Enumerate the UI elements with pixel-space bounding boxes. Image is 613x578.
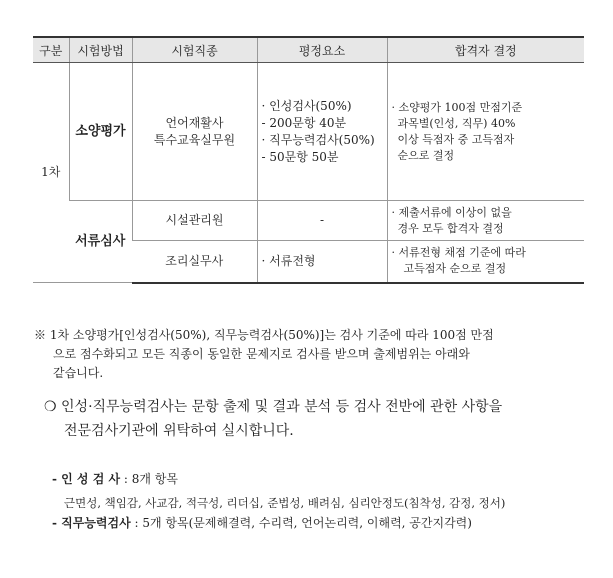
method-documents: 서류심사 xyxy=(69,201,132,283)
bullet-text: 인성·직무능력검사는 문항 출제 및 결과 분석 등 검사 전반에 관한 사항을 xyxy=(61,399,503,415)
decision-line: · 서류전형 채점 기준에 따라 xyxy=(391,246,526,260)
decision-line: 이상 득점자 중 고득점자 xyxy=(397,132,515,146)
note-line: 으로 점수화되고 모든 직종이 동일한 문제지로 검사를 받으며 출제범위는 아래와 xyxy=(53,347,470,361)
job-line: 특수교육실무원 xyxy=(153,132,236,147)
header-category: 구분 xyxy=(33,37,69,63)
method-aptitude: 소양평가 xyxy=(69,63,132,201)
element-line: - 200문항 40분 xyxy=(261,115,347,130)
element-line: - 50문항 50분 xyxy=(261,149,339,164)
decision-line: · 소양평가 100점 만점기준 xyxy=(391,100,523,114)
table-row xyxy=(33,63,584,201)
element-cook: · 서류전형 xyxy=(257,241,387,283)
bullet-line: 전문검사기관에 위탁하여 실시합니다. xyxy=(64,423,294,439)
job-cook: 조리실무사 xyxy=(132,241,257,283)
element-line: · 직무능력검사(50%) xyxy=(261,132,375,147)
decision-cook xyxy=(387,241,584,283)
bullet-line xyxy=(44,395,594,419)
decision-line: 과목별(인성, 직무) 40% xyxy=(397,116,516,130)
header-elements: 평정요소 xyxy=(257,37,387,63)
element-line: · 인성검사(50%) xyxy=(261,98,352,113)
note-text: 1차 소양평가[인성검사(50%), 직무능력검사(50%)]는 검사 기준에 따라 100점 만점 xyxy=(49,328,494,342)
decision-line: 경우 모두 합격자 결정 xyxy=(397,221,504,235)
circle-bullet-icon: ❍ xyxy=(44,399,57,415)
note-symbol: ※ xyxy=(34,328,47,342)
ability-label: - 직무능력검사 xyxy=(52,516,131,530)
decision-line: 고득점자 순으로 결정 xyxy=(403,262,507,276)
note-line: 같습니다. xyxy=(53,366,104,380)
table-header-row xyxy=(33,37,584,63)
decision-facility xyxy=(387,201,584,241)
personality-list: 근면성, 책임감, 사교감, 적극성, 리더십, 준법성, 배려심, 심리안정도(침착성, 감정, 정서) xyxy=(64,496,506,510)
decision-line: 순으로 결정 xyxy=(397,148,455,162)
note-block xyxy=(34,326,594,383)
ability-desc: : 5개 항목(문제해결력, 수리력, 언어논리력, 이해력, 공간지각력) xyxy=(130,516,472,530)
header-job: 시험직종 xyxy=(132,37,257,63)
personality-item xyxy=(52,471,597,488)
personality-desc: : 8개 항목 xyxy=(120,472,178,486)
element-facility: - xyxy=(257,201,387,241)
decision-aptitude xyxy=(387,63,584,201)
table-row xyxy=(33,201,584,241)
header-decision: 합격자 결정 xyxy=(387,37,584,63)
bullet-block xyxy=(44,395,594,443)
job-facility: 시설관리원 xyxy=(132,201,257,241)
decision-line: · 제출서류에 이상이 없을 xyxy=(391,205,512,219)
job-line: 언어재활사 xyxy=(165,115,224,130)
ability-item xyxy=(52,515,597,532)
note-line xyxy=(34,326,594,345)
header-method: 시험방법 xyxy=(69,37,132,63)
stage-cell: 1차 xyxy=(33,63,69,283)
items-block xyxy=(52,471,597,532)
elements-aptitude xyxy=(257,63,387,201)
personality-label: - 인 성 검 사 xyxy=(52,472,121,486)
exam-table xyxy=(33,36,584,284)
job-aptitude xyxy=(132,63,257,201)
